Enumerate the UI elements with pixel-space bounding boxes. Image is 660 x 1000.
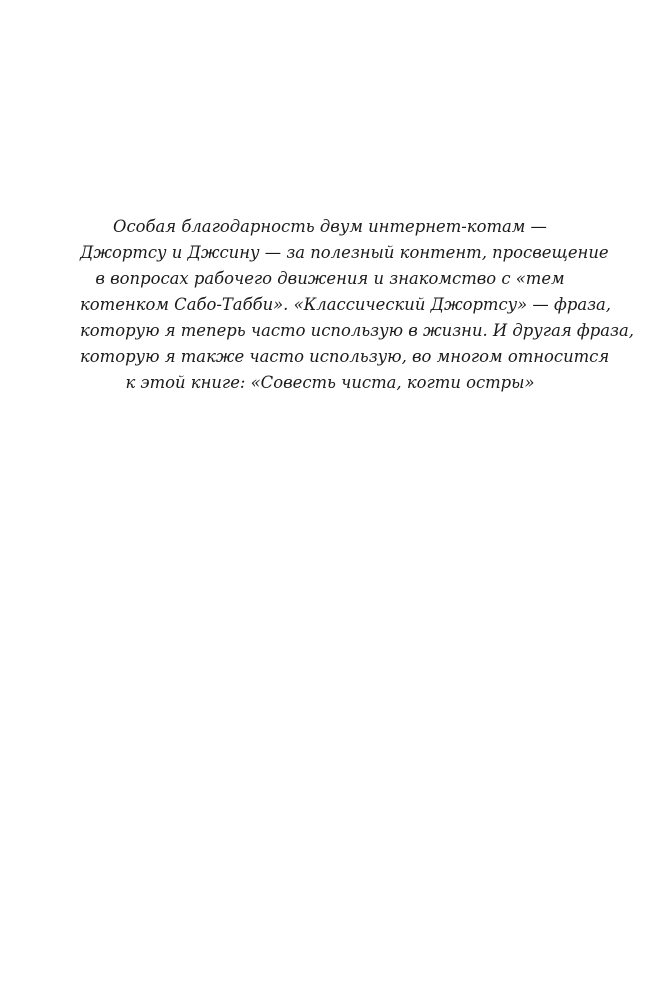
dedication-line: Джортсу и Джсину — за полезный контент, просвещение bbox=[80, 243, 609, 262]
dedication-line: Особая благодарность двум интернет-котам — bbox=[113, 217, 547, 236]
dedication-line: к этой книге: «Совесть чиста, когти остры» bbox=[125, 373, 535, 392]
dedication-line: котенком Сабо-Табби». «Классический Джортсу» — фраза, bbox=[80, 295, 612, 314]
dedication-line: которую я также часто использую, во многом относится bbox=[80, 347, 610, 366]
dedication-line: в вопросах рабочего движения и знакомство с «тем bbox=[95, 269, 565, 288]
dedication-text bbox=[80, 214, 634, 396]
dedication-line: которую я теперь часто использую в жизни. И другая фраза, bbox=[80, 321, 634, 340]
